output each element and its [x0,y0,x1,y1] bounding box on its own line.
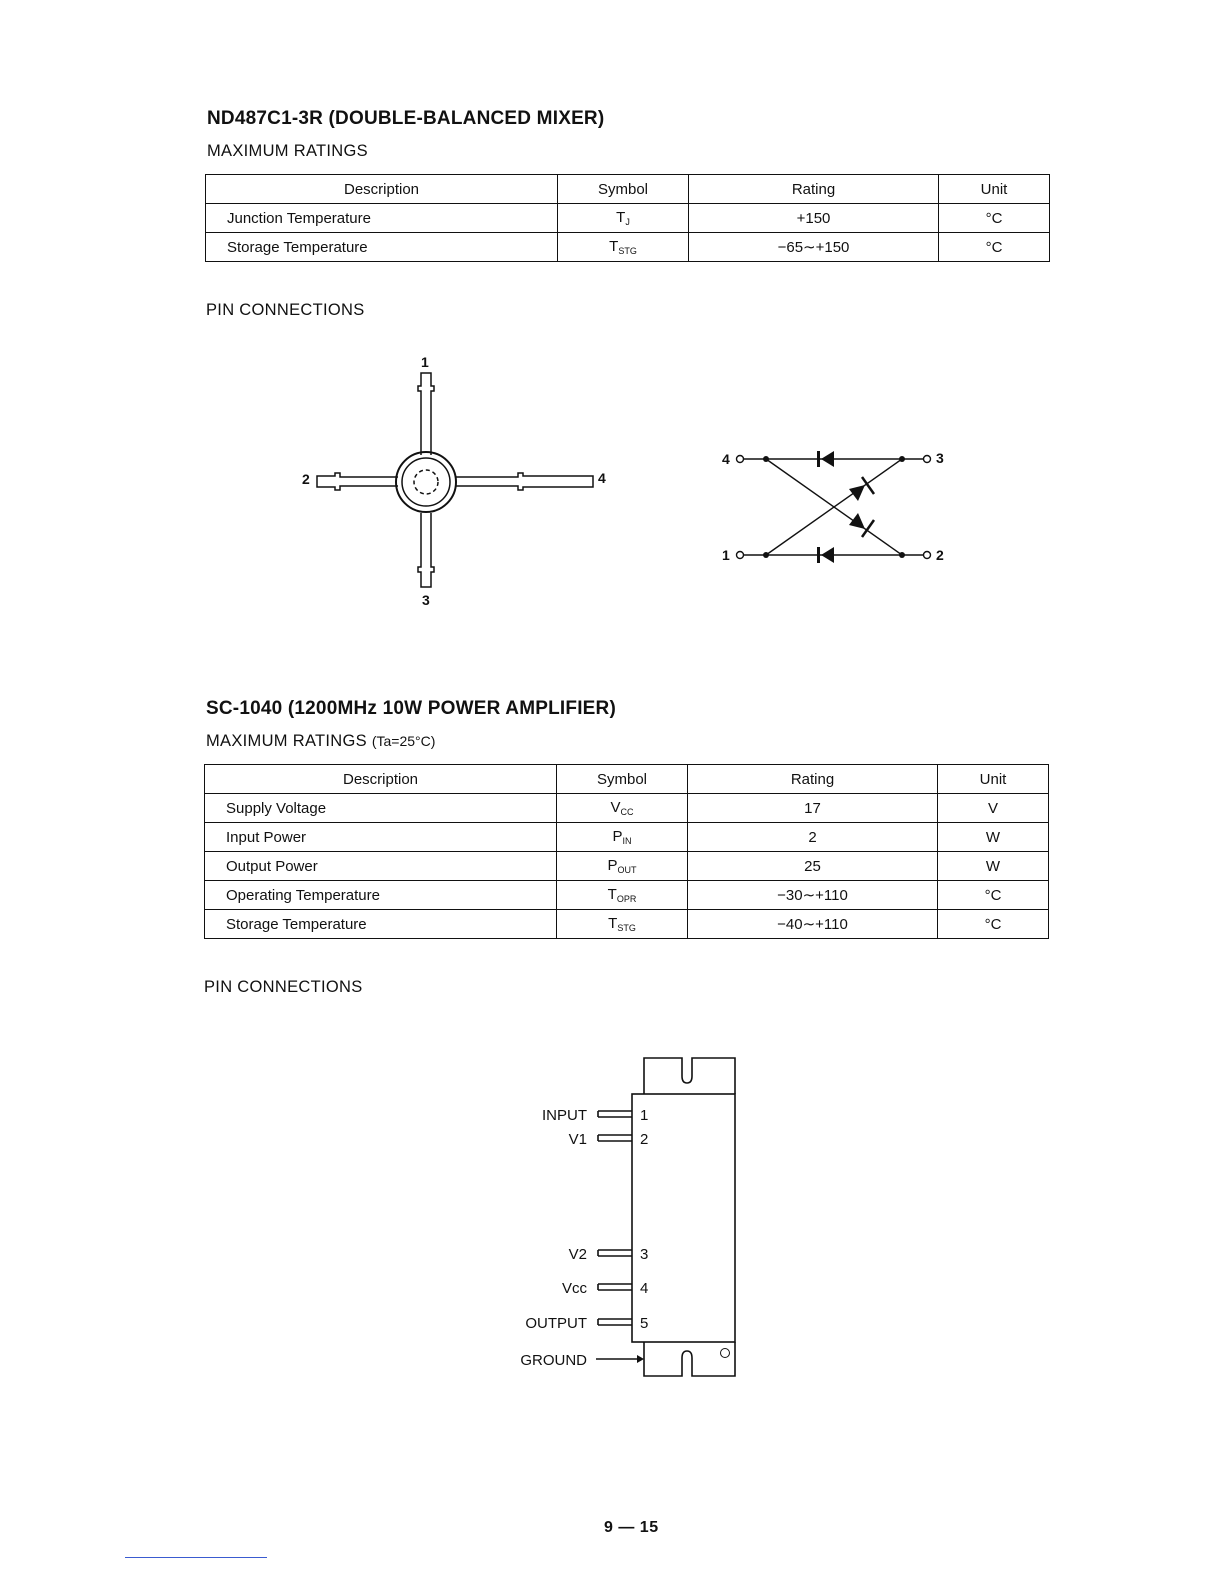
row-rating: 17 [688,794,938,823]
table-row [206,204,1050,233]
section1-pin-heading: PIN CONNECTIONS [206,301,365,319]
table-row [205,794,1049,823]
pin-label-top: 1 [421,354,429,370]
module-pin-number-4: 4 [640,1280,649,1297]
table-row [205,852,1049,881]
section2-title: SC-1040 (1200MHz 10W POWER AMPLIFIER) [206,698,616,719]
pin-label-right: 4 [598,470,606,486]
header-unit: Unit [938,765,1049,794]
row-symbol: $P_{IN}$ [557,823,688,852]
header-unit: Unit [939,175,1050,204]
row-unit: °C [938,881,1049,910]
row-unit: V [938,794,1049,823]
module-pin-number-2: 2 [640,1131,649,1148]
module-ground-label: GROUND [520,1352,587,1369]
section2-ratings-table [204,764,1049,939]
header-rating: Rating [689,175,939,204]
table-header-row [206,175,1050,204]
section1-ratings-table [205,174,1050,262]
row-description: Storage Temperature [206,233,558,262]
module-pin-label-v1: V1 [568,1131,587,1148]
row-symbol: $T_{OPR}$ [557,881,688,910]
row-rating: −30∼+110 [688,881,938,910]
pin-label-bottom: 3 [422,592,430,608]
row-symbol: $T_{STG}$ [558,233,689,262]
row-unit: W [938,823,1049,852]
row-rating: 2 [688,823,938,852]
row-symbol: $T_J$ [558,204,689,233]
row-description: Output Power [205,852,557,881]
module-pin-number-5: 5 [640,1315,649,1332]
ratings-condition: (Ta=25°C) [371,733,436,749]
section1-ratings-heading: MAXIMUM RATINGS [207,142,368,160]
mixer-package-diagram [290,345,620,615]
table-row [206,233,1050,262]
row-description: Operating Temperature [205,881,557,910]
row-symbol: $V_{CC}$ [557,794,688,823]
header-symbol: Symbol [558,175,689,204]
footer-rule [125,1557,267,1558]
row-rating: −65∼+150 [689,233,939,262]
row-rating: +150 [689,204,939,233]
header-description: Description [206,175,558,204]
amplifier-module-diagram [510,1050,750,1390]
row-unit: °C [938,910,1049,939]
mixer-schematic-diagram [715,440,955,570]
module-pin-label-v2: V2 [568,1246,587,1263]
schematic-pin-bottom-right: 2 [936,547,944,563]
section2-ratings-heading: MAXIMUM RATINGS (Ta=25°C) [206,732,436,750]
table-row [205,910,1049,939]
row-symbol: $P_{OUT}$ [557,852,688,881]
row-unit: °C [939,233,1050,262]
header-symbol: Symbol [557,765,688,794]
module-pin-label-output: OUTPUT [525,1315,587,1332]
pin-label-left: 2 [302,471,310,487]
table-row [205,823,1049,852]
row-rating: 25 [688,852,938,881]
row-unit: W [938,852,1049,881]
module-pin-label-input: INPUT [542,1107,587,1124]
section2-pin-heading: PIN CONNECTIONS [204,978,363,996]
row-description: Storage Temperature [205,910,557,939]
section1-title: ND487C1-3R (DOUBLE-BALANCED MIXER) [207,108,605,129]
table-header-row [205,765,1049,794]
schematic-pin-top-left: 4 [722,451,730,467]
header-rating: Rating [688,765,938,794]
row-description: Junction Temperature [206,204,558,233]
module-pin-label-vcc: Vcc [561,1280,587,1297]
row-unit: °C [939,204,1050,233]
row-symbol: $T_{STG}$ [557,910,688,939]
header-description: Description [205,765,557,794]
row-description: Supply Voltage [205,794,557,823]
table-row [205,881,1049,910]
row-rating: −40∼+110 [688,910,938,939]
page-number: 9 — 15 [604,1519,659,1536]
schematic-pin-top-right: 3 [936,450,944,466]
row-description: Input Power [205,823,557,852]
module-pin-number-3: 3 [640,1246,649,1263]
schematic-pin-bottom-left: 1 [722,547,730,563]
module-pin-number-1: 1 [640,1107,649,1124]
